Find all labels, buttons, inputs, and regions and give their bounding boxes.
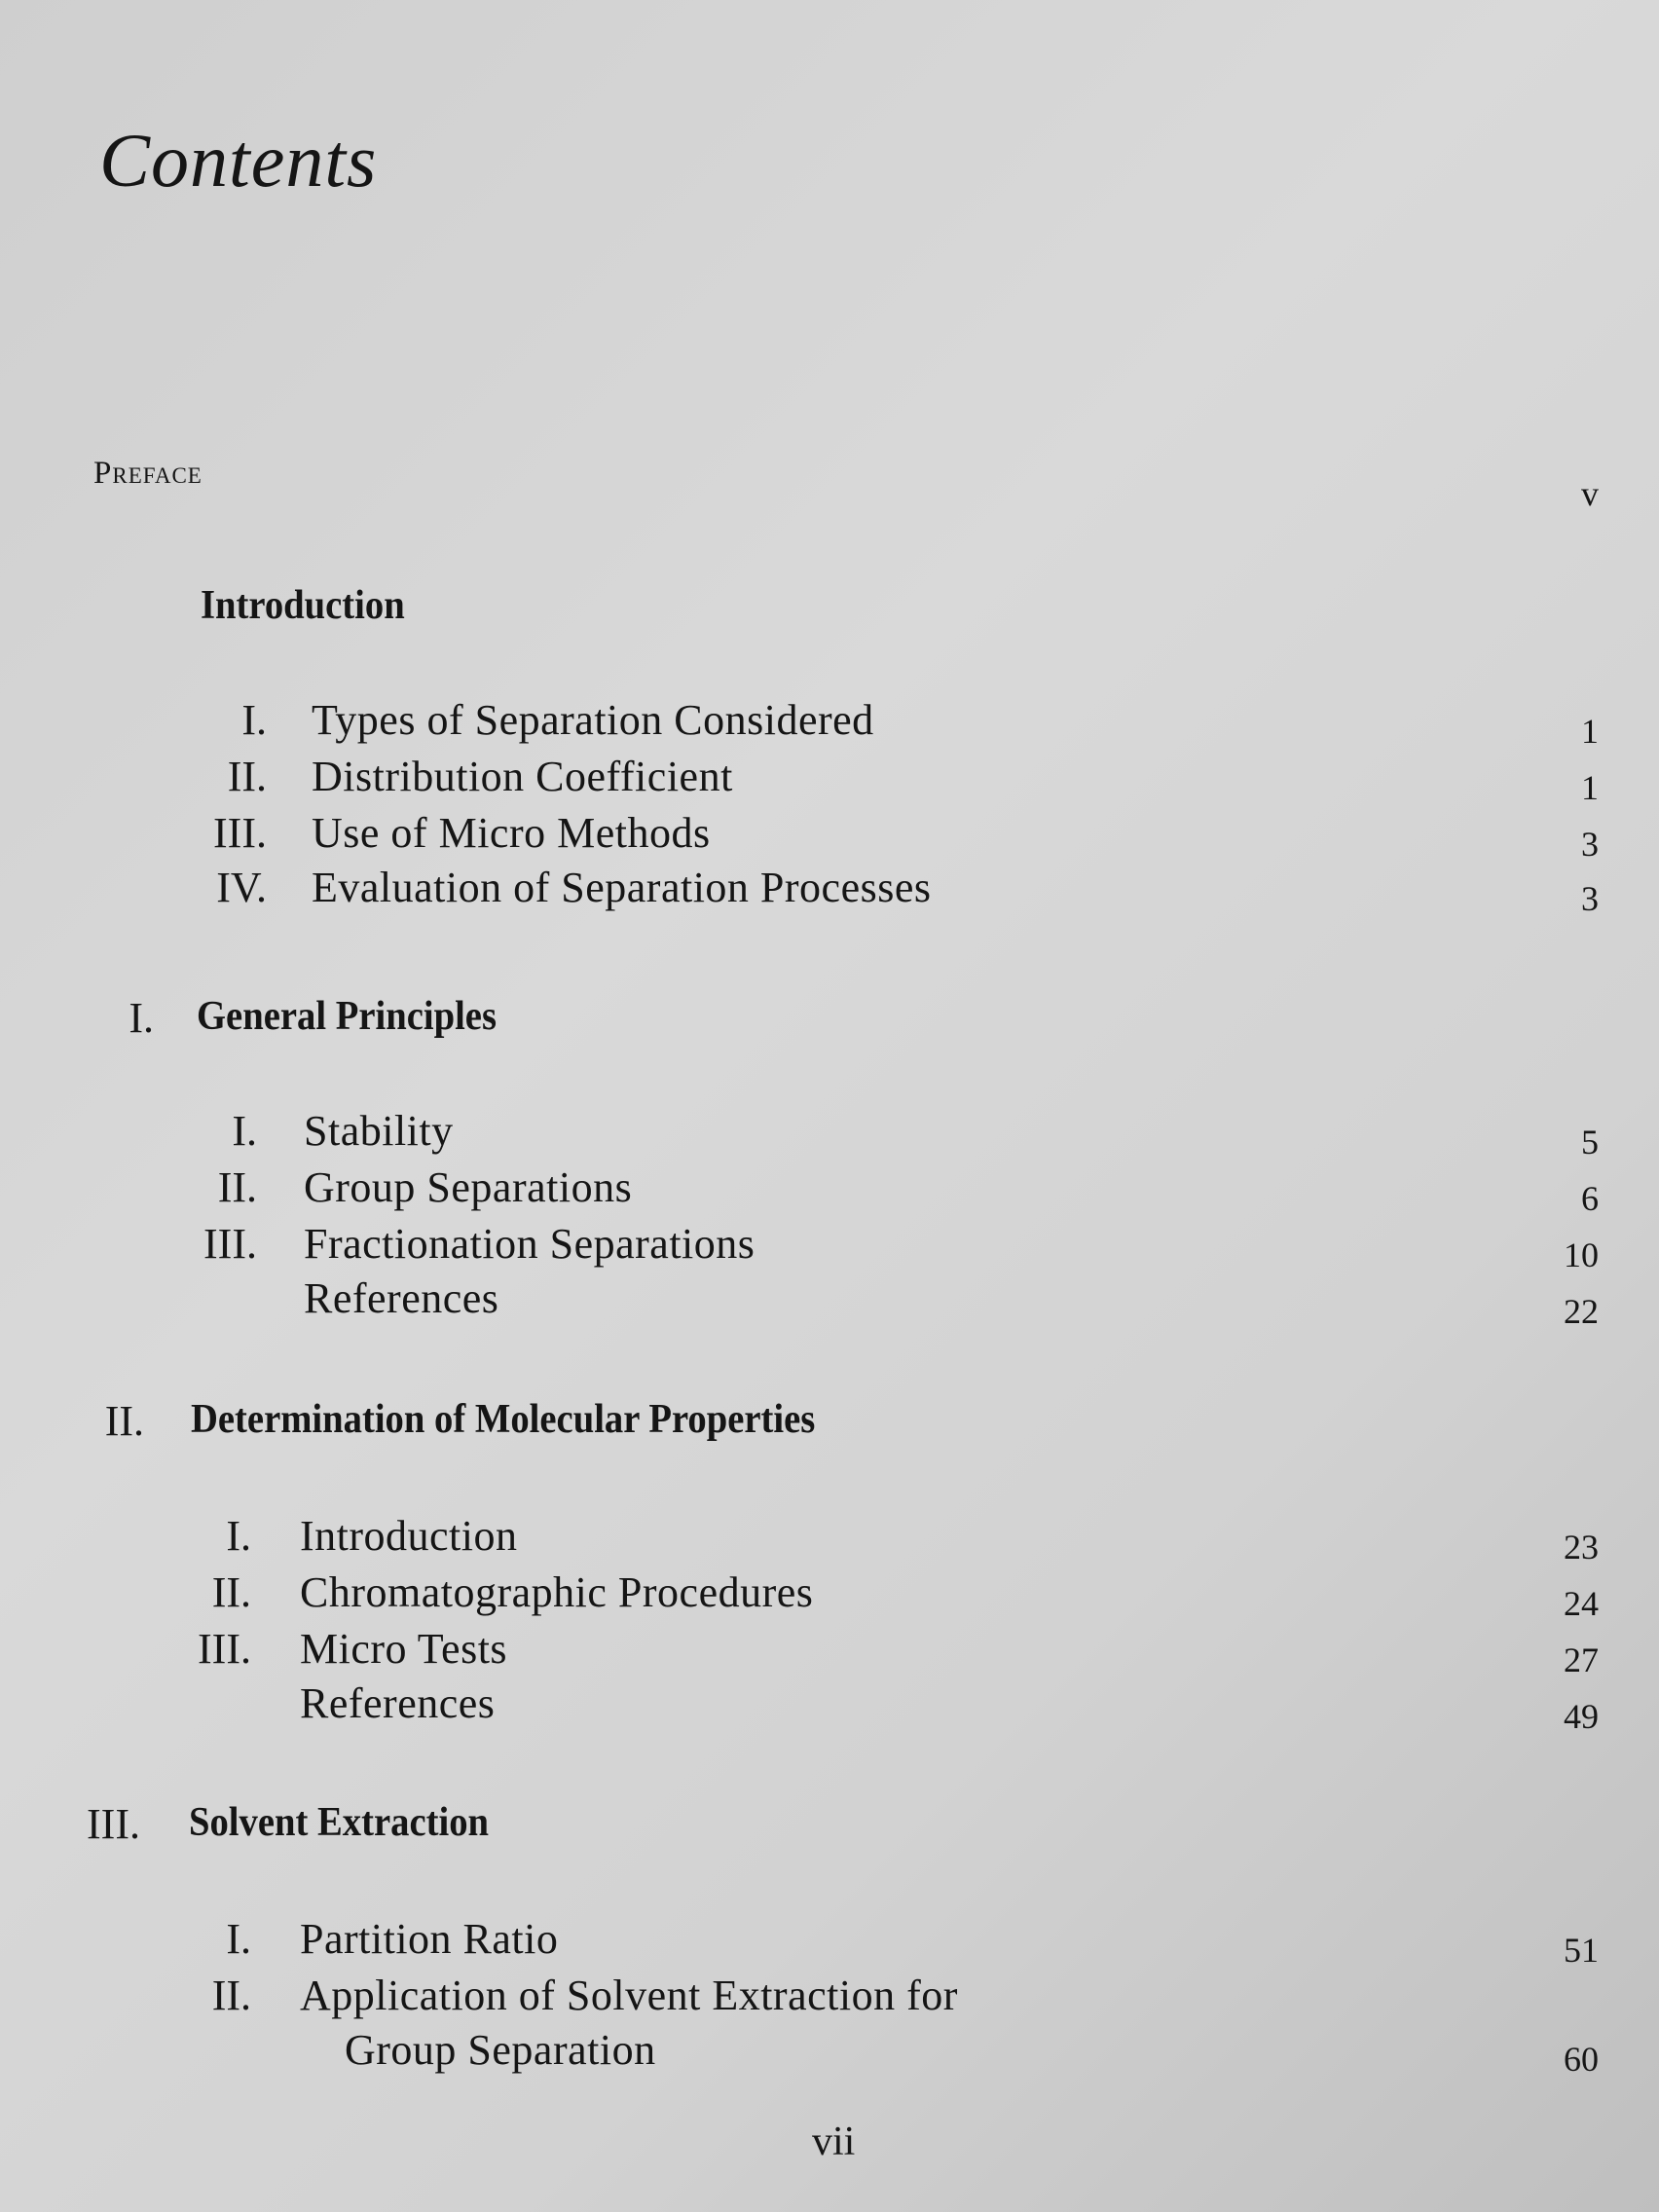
toc-entry-number: II. [211, 1568, 251, 1616]
toc-entry-page: 3 [1581, 825, 1599, 864]
toc-entry-page: 60 [1564, 2040, 1599, 2079]
chapter-number: I. [129, 994, 154, 1042]
toc-entry-number: III. [213, 809, 267, 857]
toc-entry-number: IV. [216, 864, 267, 911]
chapter-title: Solvent Extraction [189, 1800, 490, 1845]
toc-entry-page: 51 [1564, 1931, 1599, 1970]
toc-entry-text: Micro Tests [300, 1625, 508, 1673]
toc-entry-page: 1 [1581, 768, 1599, 807]
toc-entry-text: Partition Ratio [300, 1915, 559, 1963]
toc-entry-page: 27 [1564, 1641, 1599, 1679]
toc-entry-page: 23 [1564, 1528, 1599, 1567]
page-title: Contents [99, 118, 378, 203]
toc-entry-text: Fractionation Separations [304, 1220, 756, 1268]
chapter-number: III. [87, 1800, 140, 1848]
preface-page: v [1581, 474, 1599, 513]
toc-entry-text: Application of Solvent Extraction for [300, 1972, 958, 2019]
toc-entry-text: Group Separations [304, 1163, 633, 1211]
toc-entry-page: 3 [1581, 879, 1599, 918]
toc-entry-page: 1 [1581, 712, 1599, 751]
toc-entry-text: Stability [304, 1107, 454, 1155]
toc-entry-number: I. [226, 1915, 251, 1963]
toc-entry-number: I. [226, 1512, 251, 1560]
toc-entry-text: Introduction [300, 1512, 518, 1560]
toc-entry-number: II. [211, 1972, 251, 2019]
toc-entry-number: I. [232, 1107, 257, 1155]
toc-entry-text: Use of Micro Methods [312, 809, 711, 857]
toc-entry-page: 49 [1564, 1697, 1599, 1736]
toc-entry-number: I. [241, 696, 267, 744]
toc-entry-page: 22 [1564, 1292, 1599, 1331]
toc-entry-number: II. [227, 753, 267, 800]
chapter-title: Determination of Molecular Properties [191, 1397, 816, 1442]
toc-entry-text: References [300, 1679, 496, 1727]
introduction-title: Introduction [201, 583, 405, 628]
toc-entry-text: Types of Separation Considered [312, 696, 874, 744]
toc-entry-page: 6 [1581, 1179, 1599, 1218]
toc-entry-text: References [304, 1274, 499, 1322]
toc-entry-page: 10 [1564, 1235, 1599, 1274]
toc-entry-number: II. [217, 1163, 257, 1211]
toc-entry-text: Distribution Coefficient [312, 753, 733, 800]
toc-entry-page: 24 [1564, 1584, 1599, 1623]
page-folio: vii [812, 2120, 856, 2164]
chapter-title: General Principles [197, 994, 497, 1039]
toc-entry-text: Evaluation of Separation Processes [312, 864, 932, 911]
toc-entry-text: Chromatographic Procedures [300, 1568, 814, 1616]
toc-entry-page: 5 [1581, 1123, 1599, 1161]
toc-entry-text-continued: Group Separation [345, 2026, 656, 2074]
toc-entry-number: III. [198, 1625, 251, 1673]
chapter-number: II. [104, 1397, 144, 1445]
preface-label: Preface [93, 456, 203, 491]
toc-entry-number: III. [203, 1220, 257, 1268]
